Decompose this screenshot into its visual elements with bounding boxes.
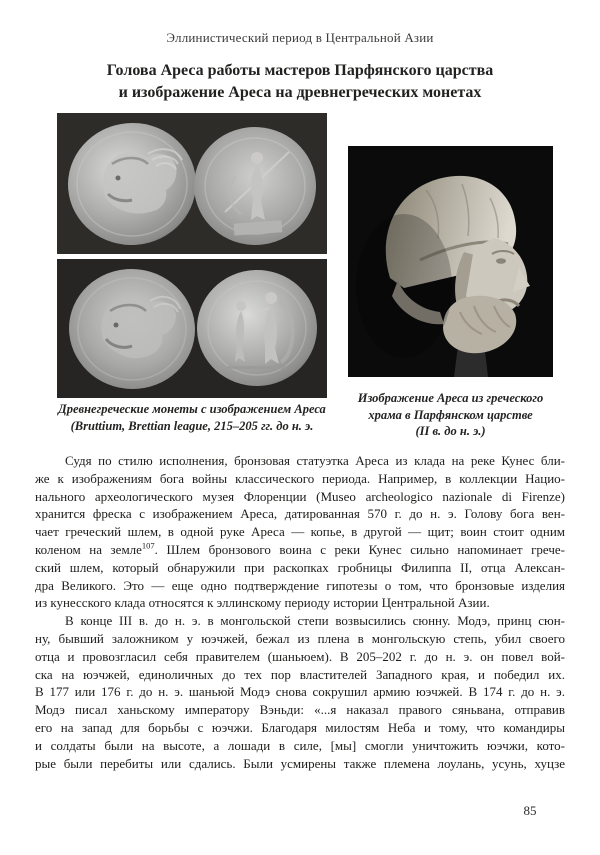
head-caption-line1: Изображение Ареса из греческого [357,391,544,405]
coins-photo-art [57,113,327,398]
body-text-line: Модэ писал ханьскому императору Вэньди: «...я наказал правого сяньвана, отправив [35,702,565,718]
head-caption-line2: храма в Парфянском царстве [368,407,533,422]
body-text-line: В конце III в. до н. э. в монгольской степи возвысились сюнну. Модэ, принц сюн- [65,613,565,629]
running-header: Эллинистический период в Центральной Азии [166,30,434,45]
body-text-line: коленом на земле$^{107}$. Шлем бронзового воина с реки Кунес сильно напоминает грече- [35,540,565,557]
body-text-line: и солдаты были на высоте, а лошади в силе, [мы] смогли уничтожить юэчжи, кото- [35,737,565,753]
ares-head-photo-art [348,146,553,377]
head-caption-line3: (II в. до н. э.) [415,424,486,438]
body-text-line: ска на юэчжей, единоличных до тех пор властителей Западного края, и победил их. [35,666,565,682]
coins-caption-line2: (Bruttium, Brettian league, 215–205 гг. до н. э. [70,418,314,433]
body-text-line: В 177 или 176 г. до н. э. шаньюй Модэ снова сокрушил армию юэчжей. В 174 г. до н. э. [35,684,565,700]
body-text-line: его на запад для борьбы с юэчжи. Благодаря милостям Неба и тому, что командиры [35,719,565,735]
body-text-line: ский шлем, который обнаружили при раскопках гробницы Филиппа II, отца Алексан- [35,559,565,575]
chapter-title-line2: и изображение Ареса на древнегреческих монетах [118,84,482,101]
page-number: 85 [523,803,537,818]
body-text-line: рые были перебиты или сдались. Были усмирены также племена лоулань, усунь, хуцзе [35,755,565,771]
body-text-line: чает греческий шлем, в одной руке Ареса — копье, в другой — щит; воин стоит одним [35,524,565,540]
body-text-line: отца и провозгласил себя правителем (шаньюем). В 205–202 г. до н. э. он повел вой- [35,648,565,664]
body-text-line: хранится фреска с изображением Ареса, датированная 570 г. до н. э. Голову бога вен- [35,506,565,522]
coins-photo [57,113,327,398]
coins-caption-line1: Древнегреческие монеты с изображением Ареса [58,402,326,416]
ares-head-photo [348,146,553,377]
head-caption [345,390,556,440]
body-text-line: ну, бывший заложником у юэчжей, бежал из плена в монгольскую степь, убил своего [35,630,565,646]
body-text-line: из кунесского клада относятся к эллинскому периоду истории Центральной Азии. [35,595,490,611]
chapter-title [0,60,600,104]
chapter-title-line1: Голова Ареса работы мастеров Парфянского царства [106,62,494,79]
body-text-line: дра Великого. Это — еще одно подтверждение гипотезы о том, что бронзовые изделия [35,577,565,593]
footnote-reference: 107 [141,540,155,551]
coins-caption [37,401,347,434]
body-text [35,452,565,772]
body-text-line: Судя по стилю исполнения, бронзовая статуэтка Ареса из клада на реке Кунес бли- [65,453,565,468]
body-text-line: нального археологического музея Флоренции (Museo archeologico nazionale di Firenze) [35,488,565,504]
body-text-line: же к изображениям бога войны классического периода. Например, в коллекции Нацио- [35,470,565,486]
